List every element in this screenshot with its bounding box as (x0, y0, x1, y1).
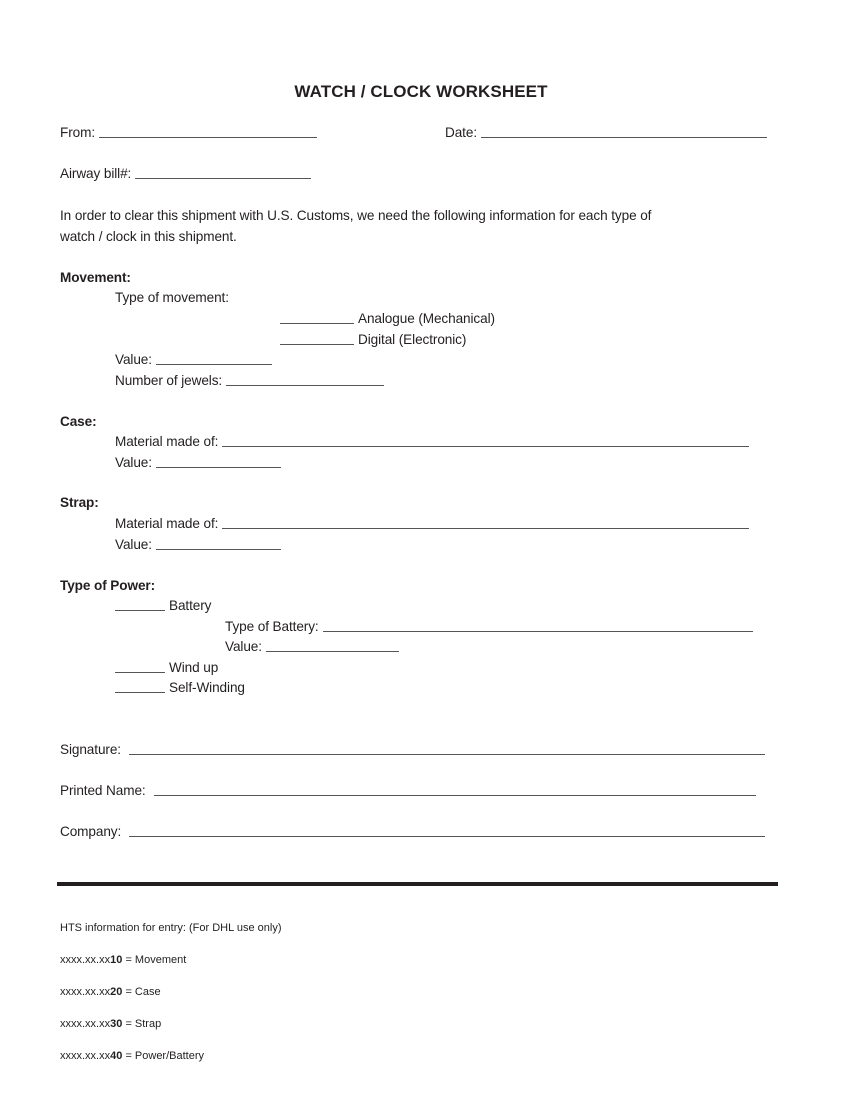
movement-digital-option[interactable] (280, 332, 466, 347)
from-blank[interactable] (99, 137, 317, 138)
case-value-blank[interactable] (156, 467, 281, 468)
printed-name-field[interactable] (60, 783, 756, 798)
movement-value-blank[interactable] (156, 364, 272, 365)
wind-up-blank[interactable] (115, 672, 165, 673)
battery-type-blank[interactable] (323, 631, 753, 632)
company-label: Company: (60, 824, 122, 839)
digital-label: Digital (Electronic) (358, 332, 467, 347)
self-winding-option[interactable] (115, 680, 245, 695)
date-label: Date: (445, 125, 477, 140)
case-heading: Case: (60, 414, 97, 429)
printed-name-blank[interactable] (154, 795, 756, 796)
battery-type-field[interactable] (225, 619, 753, 634)
hts-label: = Power/Battery (125, 1050, 205, 1062)
hts-entry (60, 1050, 204, 1062)
company-field[interactable] (60, 824, 765, 839)
date-blank[interactable] (481, 137, 767, 138)
battery-value-blank[interactable] (266, 651, 399, 652)
strap-material-blank[interactable] (222, 528, 749, 529)
movement-analogue-option[interactable] (280, 311, 495, 326)
hts-prefix: xxxx.xx.xx (60, 954, 111, 966)
battery-type-label: Type of Battery: (225, 619, 319, 634)
hts-prefix: xxxx.xx.xx (60, 1050, 111, 1062)
hts-code: 30 (110, 1018, 123, 1030)
hts-label: = Strap (125, 1018, 162, 1030)
signature-blank[interactable] (129, 754, 765, 755)
case-material-field[interactable] (115, 434, 749, 449)
wind-up-option[interactable] (115, 660, 218, 675)
hts-entry (60, 986, 161, 998)
case-material-label: Material made of: (115, 434, 219, 449)
intro-line-2: watch / clock in this shipment. (60, 229, 237, 244)
jewels-field[interactable] (115, 373, 384, 388)
self-winding-label: Self-Winding (169, 680, 245, 695)
hts-prefix: xxxx.xx.xx (60, 1018, 111, 1030)
page-title: WATCH / CLOCK WORKSHEET (294, 82, 548, 101)
from-label: From: (60, 125, 95, 140)
power-heading: Type of Power: (60, 578, 156, 593)
jewels-blank[interactable] (226, 385, 384, 386)
wind-up-label: Wind up (169, 660, 219, 675)
hts-label: = Case (125, 986, 161, 998)
battery-value-label: Value: (225, 639, 262, 654)
airway-bill-field[interactable] (60, 166, 311, 181)
section-divider (57, 882, 778, 886)
case-value-field[interactable] (115, 455, 281, 470)
hts-code: 20 (110, 986, 123, 998)
hts-code: 40 (110, 1050, 123, 1062)
hts-code: 10 (110, 954, 123, 966)
movement-type-label: Type of movement: (115, 290, 229, 305)
strap-heading: Strap: (60, 495, 99, 510)
hts-entry (60, 1018, 161, 1030)
signature-label: Signature: (60, 742, 121, 757)
strap-value-field[interactable] (115, 537, 281, 552)
strap-value-blank[interactable] (156, 549, 281, 550)
date-field[interactable] (445, 125, 767, 140)
from-field[interactable] (60, 125, 317, 140)
airway-bill-label: Airway bill#: (60, 166, 132, 181)
strap-material-label: Material made of: (115, 516, 219, 531)
strap-value-label: Value: (115, 537, 152, 552)
hts-entry (60, 954, 186, 966)
case-value-label: Value: (115, 455, 152, 470)
battery-label: Battery (169, 598, 212, 613)
analogue-label: Analogue (Mechanical) (358, 311, 495, 326)
strap-material-field[interactable] (115, 516, 749, 531)
case-material-blank[interactable] (222, 446, 749, 447)
analogue-blank[interactable] (280, 323, 354, 324)
digital-blank[interactable] (280, 344, 354, 345)
printed-name-label: Printed Name: (60, 783, 146, 798)
intro-line-1: In order to clear this shipment with U.S. Customs, we need the following information for each type of (60, 208, 652, 223)
jewels-label: Number of jewels: (115, 373, 223, 388)
hts-label: = Movement (125, 954, 187, 966)
self-winding-blank[interactable] (115, 692, 165, 693)
hts-prefix: xxxx.xx.xx (60, 986, 111, 998)
movement-value-field[interactable] (115, 352, 272, 367)
airway-bill-blank[interactable] (135, 178, 311, 179)
movement-value-label: Value: (115, 352, 152, 367)
movement-heading: Movement: (60, 270, 131, 285)
hts-heading: HTS information for entry: (For DHL use only) (60, 922, 282, 934)
battery-option[interactable] (115, 598, 211, 613)
battery-blank[interactable] (115, 610, 165, 611)
battery-value-field[interactable] (225, 639, 399, 654)
company-blank[interactable] (129, 836, 765, 837)
signature-field[interactable] (60, 742, 765, 757)
